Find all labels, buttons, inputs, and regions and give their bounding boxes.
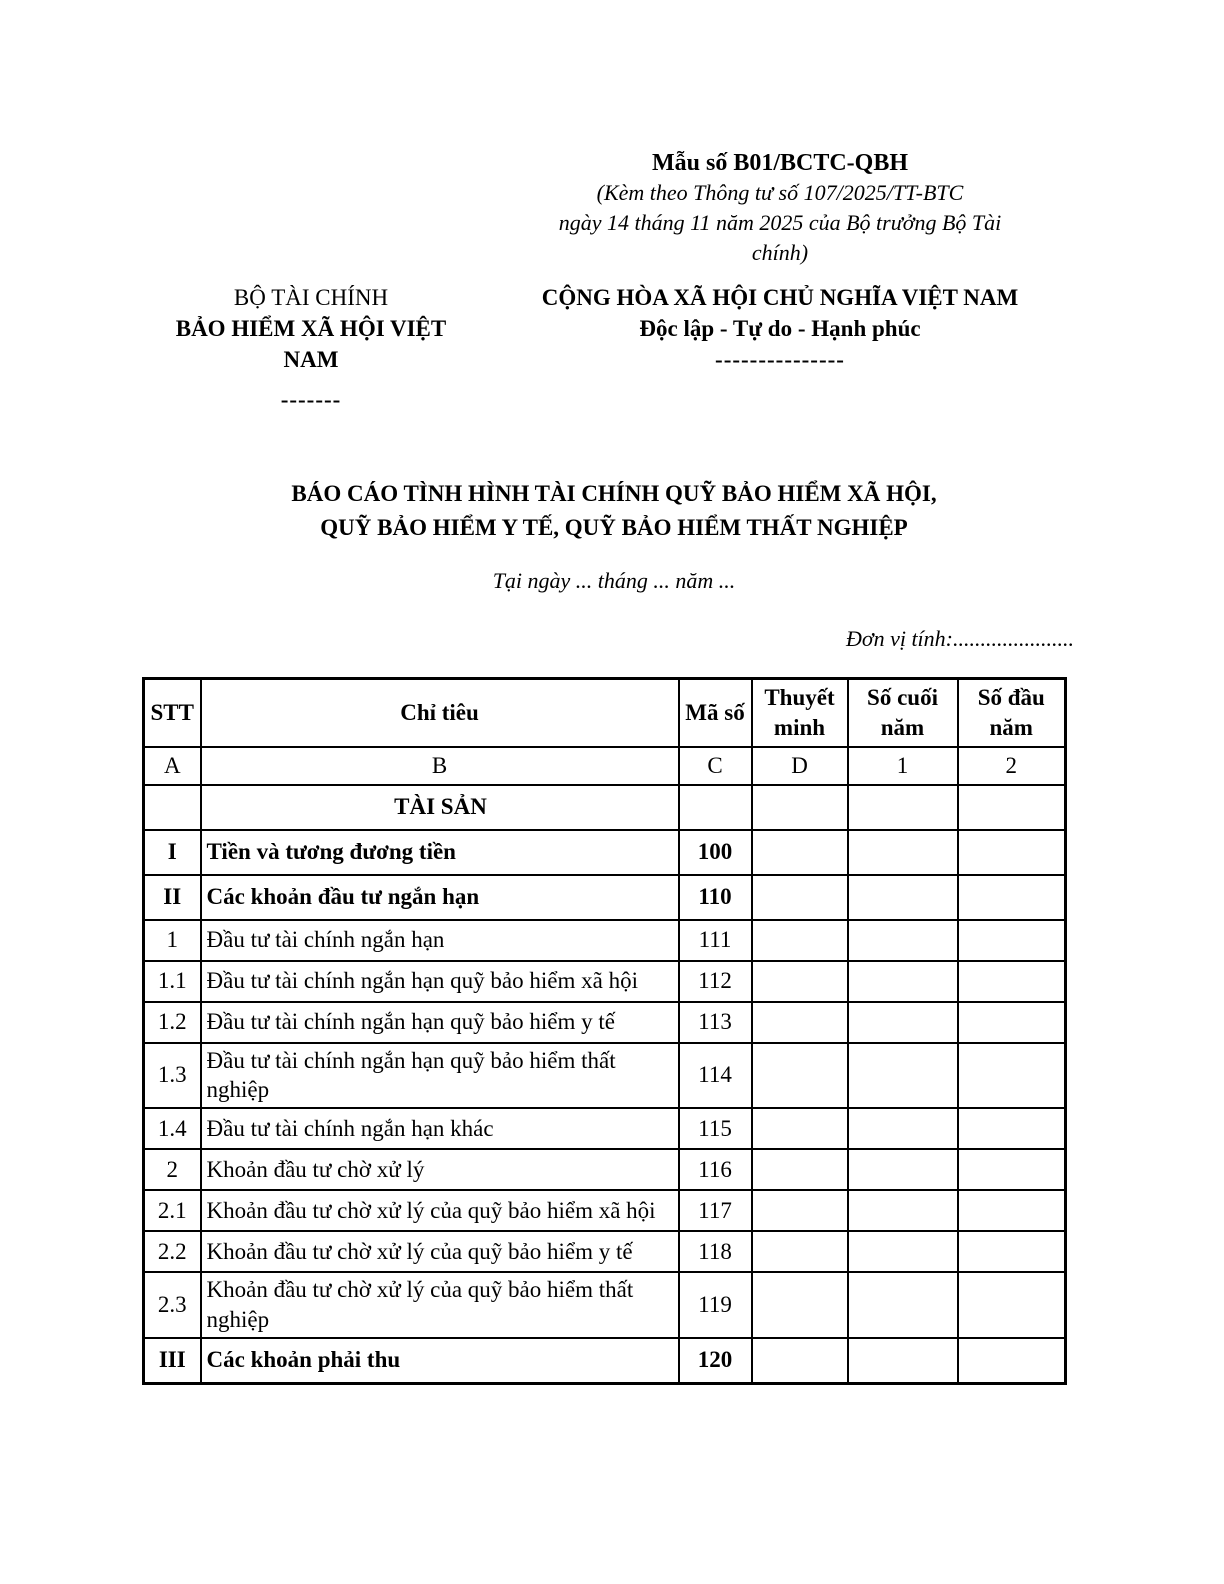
col-header-so-cuoi-nam: Số cuối năm [848,679,958,747]
column-key-d: D [752,747,848,785]
cell-thuyet-minh [752,1272,848,1338]
cell-so-cuoi-nam [848,1149,958,1190]
cell-thuyet-minh [752,875,848,920]
report-table-body [144,785,1066,1384]
cell-code: 116 [679,1149,752,1190]
form-note-line: chính) [751,240,809,265]
cell-stt: 2.2 [144,1231,201,1272]
cell-thuyet-minh [752,961,848,1002]
cell-so-cuoi-nam [848,1231,958,1272]
cell-code: 112 [679,961,752,1002]
unit-of-measure-line: Đơn vị tính:...................... [845,626,1074,651]
cell-so-dau-nam [958,1272,1066,1338]
cell-so-cuoi-nam [848,961,958,1002]
table-row [144,830,1066,875]
cell-thuyet-minh [752,1108,848,1149]
table-row [144,875,1066,920]
table-row [144,1108,1066,1149]
cell-label: Đầu tư tài chính ngắn hạn quỹ bảo hiểm y tế [201,1002,679,1043]
form-badge [474,148,1086,268]
form-note-line: (Kèm theo Thông tư số 107/2025/TT-BTC [596,180,964,205]
cell-stt: 1.2 [144,1002,201,1043]
col-header-stt: STT [144,679,201,747]
ministry-name: BỘ TÀI CHÍNH [233,285,389,310]
table-row [144,1272,1066,1338]
cell-so-dau-nam [958,1190,1066,1231]
cell-thuyet-minh [752,1149,848,1190]
table-row [144,1231,1066,1272]
table-row [144,1190,1066,1231]
column-key-1: 1 [848,747,958,785]
cell-stt: 2 [144,1149,201,1190]
col-header-chi-tieu: Chỉ tiêu [201,679,679,747]
cell-label: Khoản đầu tư chờ xử lý của quỹ bảo hiểm xã hội [201,1190,679,1231]
cell-code: 120 [679,1338,752,1383]
cell-stt: 2.3 [144,1272,201,1338]
cell-label: Các khoản phải thu [201,1338,679,1383]
table-row [144,920,1066,961]
table-row [144,1002,1066,1043]
cell-code: 114 [679,1043,752,1109]
cell-code: 110 [679,875,752,920]
cell-code [679,785,752,830]
table-key-row [144,747,1066,785]
cell-thuyet-minh [752,1338,848,1383]
report-table [142,677,1067,1385]
cell-stt: II [144,875,201,920]
cell-so-dau-nam [958,920,1066,961]
table-header-row [144,679,1066,747]
cell-so-dau-nam [958,961,1066,1002]
column-key-b: B [201,747,679,785]
cell-label: Khoản đầu tư chờ xử lý của quỹ bảo hiểm y tế [201,1231,679,1272]
cell-so-cuoi-nam [848,830,958,875]
cell-thuyet-minh [752,920,848,961]
column-key-2: 2 [958,747,1066,785]
cell-label: Các khoản đầu tư ngắn hạn [201,875,679,920]
cell-so-cuoi-nam [848,1043,958,1109]
cell-label: Đầu tư tài chính ngắn hạn [201,920,679,961]
cell-stt [144,785,201,830]
table-row [144,1338,1066,1383]
cell-so-cuoi-nam [848,875,958,920]
column-key-c: C [679,747,752,785]
cell-so-cuoi-nam [848,1190,958,1231]
col-header-so-dau-nam: Số đầu năm [958,679,1066,747]
cell-stt: 1 [144,920,201,961]
table-row [144,785,1066,830]
cell-label: Đầu tư tài chính ngắn hạn quỹ bảo hiểm thất nghiệp [201,1043,679,1109]
national-divider: --------------- [715,347,845,372]
cell-label: Đầu tư tài chính ngắn hạn khác [201,1108,679,1149]
cell-stt: 2.1 [144,1190,201,1231]
table-row [144,1043,1066,1109]
col-header-thuyet-minh: Thuyết minh [752,679,848,747]
cell-thuyet-minh [752,785,848,830]
form-note [474,178,1086,268]
agency-name: BẢO HIỂM XÃ HỘI VIỆT NAM [175,316,447,372]
report-title [142,477,1086,545]
cell-code: 118 [679,1231,752,1272]
cell-so-dau-nam [958,1149,1066,1190]
cell-so-dau-nam [958,1002,1066,1043]
column-key-a: A [144,747,201,785]
cell-label: Tiền và tương đương tiền [201,830,679,875]
cell-code: 100 [679,830,752,875]
cell-so-dau-nam [958,830,1066,875]
cell-so-dau-nam [958,1043,1066,1109]
issuer-divider: ------- [280,387,342,412]
cell-so-cuoi-nam [848,785,958,830]
report-title-line2: QUỸ BẢO HIỂM Y TẾ, QUỸ BẢO HIỂM THẤT NGHIỆP [320,515,908,540]
table-row [144,1149,1066,1190]
cell-so-cuoi-nam [848,1002,958,1043]
cell-thuyet-minh [752,1002,848,1043]
form-number: Mẫu số B01/BCTC-QBH [651,150,909,176]
col-header-ma-so: Mã số [679,679,752,747]
cell-label: TÀI SẢN [201,785,679,830]
cell-stt: III [144,1338,201,1383]
cell-code: 111 [679,920,752,961]
cell-thuyet-minh [752,1043,848,1109]
cell-code: 117 [679,1190,752,1231]
cell-code: 119 [679,1272,752,1338]
cell-thuyet-minh [752,830,848,875]
cell-label: Đầu tư tài chính ngắn hạn quỹ bảo hiểm xã hội [201,961,679,1002]
cell-so-dau-nam [958,1338,1066,1383]
cell-stt: I [144,830,201,875]
cell-stt: 1.3 [144,1043,201,1109]
table-row [144,961,1066,1002]
cell-label: Khoản đầu tư chờ xử lý [201,1149,679,1190]
cell-so-cuoi-nam [848,920,958,961]
report-title-line1: BÁO CÁO TÌNH HÌNH TÀI CHÍNH QUỸ BẢO HIỂM XÃ HỘI, [291,481,937,506]
cell-so-dau-nam [958,875,1066,920]
cell-code: 115 [679,1108,752,1149]
form-note-line: ngày 14 tháng 11 năm 2025 của Bộ trưởng Bộ Tài [558,210,1002,235]
cell-so-dau-nam [958,1231,1066,1272]
cell-stt: 1.4 [144,1108,201,1149]
cell-stt: 1.1 [144,961,201,1002]
report-date-line: Tại ngày ... tháng ... năm ... [492,568,736,593]
cell-so-cuoi-nam [848,1338,958,1383]
issuing-org-block [150,282,472,415]
cell-code: 113 [679,1002,752,1043]
cell-so-cuoi-nam [848,1272,958,1338]
national-motto: Độc lập - Tự do - Hạnh phúc [639,316,921,341]
national-header-block [474,282,1086,415]
cell-so-cuoi-nam [848,1108,958,1149]
cell-thuyet-minh [752,1231,848,1272]
cell-so-dau-nam [958,1108,1066,1149]
cell-thuyet-minh [752,1190,848,1231]
org-header-row [142,282,1086,415]
country-name: CỘNG HÒA XÃ HỘI CHỦ NGHĨA VIỆT NAM [541,285,1019,310]
cell-label: Khoản đầu tư chờ xử lý của quỹ bảo hiểm thất nghiệp [201,1272,679,1338]
cell-so-dau-nam [958,785,1066,830]
